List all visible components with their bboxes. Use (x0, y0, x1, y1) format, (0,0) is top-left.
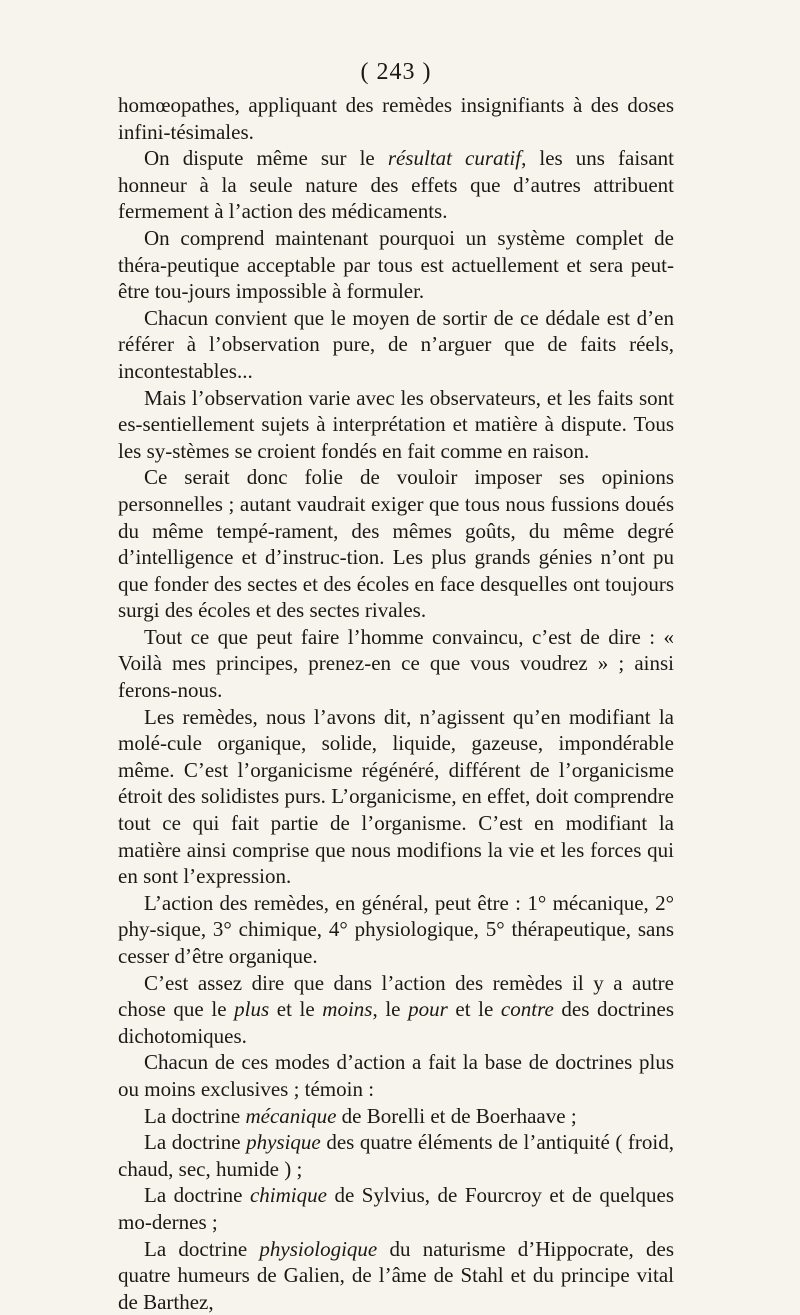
paragraph (118, 1049, 674, 1102)
text-run: des doctrines dichotomiques. (118, 997, 674, 1048)
body-text (118, 92, 674, 1315)
text-run: , le (372, 997, 409, 1022)
italic-term: chimique (249, 1183, 327, 1208)
italic-term: physique (246, 1130, 321, 1155)
text-run: Mais l’observation varie avec les observateurs, et les faits sont es-sentiellement sujets à interprétation et matière à dispute. Tous les sy-stèmes se croient fondés en fait comme en raison. (118, 385, 674, 463)
paragraph (118, 890, 674, 970)
text-run: du naturisme d’Hippocrate, des quatre humeurs de Galien, de l’âme de Stahl et du principe vital de Barthez, (118, 1236, 675, 1314)
paragraph (118, 624, 674, 704)
text-run: La doctrine (144, 1236, 260, 1261)
paragraph (118, 385, 674, 465)
paragraph (118, 704, 674, 890)
text-run: et le (269, 997, 323, 1022)
paragraph (118, 92, 674, 145)
paragraph (118, 225, 674, 305)
paragraph (118, 145, 674, 225)
text-run: La doctrine (144, 1130, 247, 1155)
paragraph (118, 1103, 674, 1130)
italic-term: moins (322, 997, 373, 1022)
italic-term: contre (500, 997, 554, 1022)
text-run: On comprend maintenant pourquoi un système complet de théra-peutique acceptable par tous est actuellement et sera peut-être tou-jours impossible à formuler. (118, 225, 674, 304)
italic-term: pour (408, 997, 448, 1022)
text-run: La doctrine (144, 1183, 250, 1208)
text-run: L’action des remèdes, en général, peut être : 1° mécanique, 2° phy-sique, 3° chimique, 4° physiologique, 5° thérapeutique, sans cesser d’être organique. (118, 890, 674, 968)
text-run: de Sylvius, de Fourcroy et de quelques mo-dernes ; (118, 1183, 675, 1234)
paragraph (118, 305, 674, 385)
text-run: , les uns faisant honneur à la seule nature des effets que d’autres attribuent fermement à l’action des médicaments. (118, 146, 674, 224)
text-run: On dispute même sur le (144, 146, 388, 171)
text-run: C’est assez dire que dans l’action des remèdes il y a autre chose que le (118, 970, 674, 1022)
paragraph (118, 970, 674, 1050)
text-run: Chacun convient que le moyen de sortir de ce dédale est d’en référer à l’observation pure, de n’arguer que de faits réels, incontestables... (118, 305, 674, 383)
text-run: de Borelli et de Boerhaave ; (336, 1103, 577, 1128)
page-number: ( 243 ) (360, 59, 432, 85)
text-run: et le (447, 997, 501, 1022)
italic-term: physiologique (259, 1236, 378, 1261)
text-run: Les remèdes, nous l’avons dit, n’agissent qu’en modifiant la molé-cule organique, solide, liquide, gazeuse, impondérable même. C’est l’organicisme régénéré, différent de l’organicisme étroit des solidistes purs. L’organicisme, en effet, doit comprendre tout ce qui fait partie de l’organisme. C’est en modifiant la matière ainsi comprise que nous modifions la vie et les forces qui en sont l’expression. (118, 704, 674, 889)
text-run: Chacun de ces modes d’action a fait la base de doctrines plus ou moins exclusives ; témoin : (118, 1050, 674, 1101)
text-run: Ce serait donc folie de vouloir imposer ses opinions personnelles ; autant vaudrait exiger que tous nous fussions doués du même tempé-rament, des mêmes goûts, du même degré d’intelligence et d’instruc-tion. Les plus grands génies n’ont pu que fonder des sectes et des écoles en face desquelles ont toujours surgi des écoles et des sectes rivales. (118, 465, 674, 623)
paragraph (118, 1182, 674, 1235)
text-run: homœopathes, appliquant des remèdes insignifiants à des doses infini-tésimales. (118, 93, 674, 144)
italic-term: résultat curatif (387, 146, 522, 171)
text-run: La doctrine (144, 1103, 246, 1128)
paragraph (118, 1129, 674, 1182)
paragraph (118, 1236, 674, 1315)
text-run: des quatre éléments de l’antiquité ( froid, chaud, sec, humide ) ; (118, 1130, 675, 1181)
text-run: Tout ce que peut faire l’homme convaincu, c’est de dire : « Voilà mes principes, prenez-en ce que vous voudrez » ; ainsi ferons-nous. (118, 624, 674, 703)
paragraph (118, 464, 674, 624)
italic-term: plus (234, 997, 270, 1022)
italic-term: mécanique (245, 1103, 337, 1128)
